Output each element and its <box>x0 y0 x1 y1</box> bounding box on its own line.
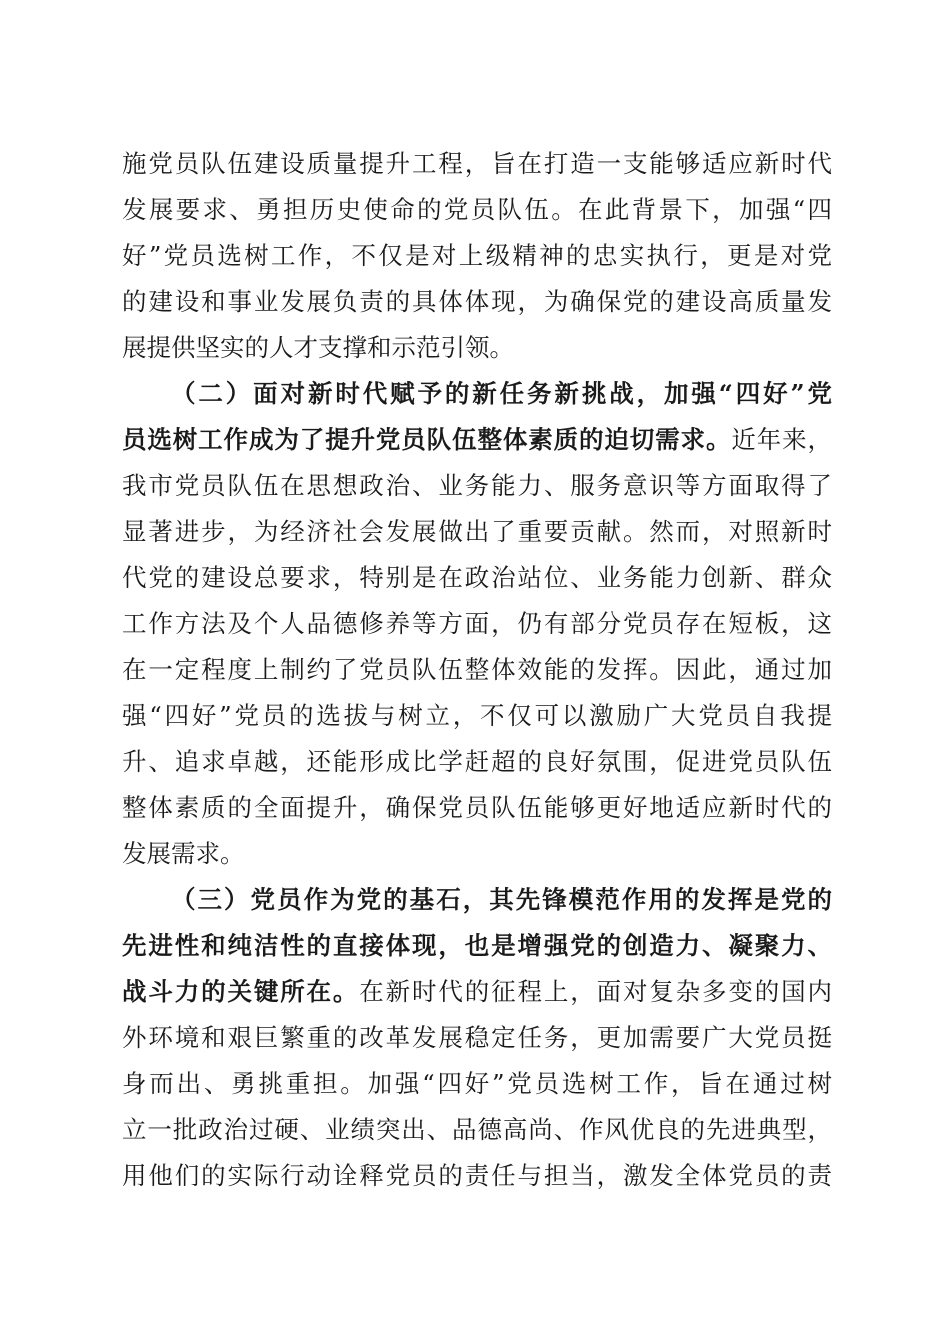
text-line: 发展要求、勇担历史使命的党员队伍。在此背景下，加强“四 <box>122 195 832 224</box>
section-heading-2-end: 员选树工作成为了提升党员队伍整体素质的迫切需求。 <box>122 425 732 454</box>
text-line: 的建设和事业发展负责的具体体现，为确保党的建设高质量发 <box>122 287 832 316</box>
text-line: 显著进步，为经济社会发展做出了重要贡献。然而，对照新时 <box>122 517 832 546</box>
text-line: 在一定程度上制约了党员队伍整体效能的发挥。因此，通过加 <box>122 655 832 684</box>
text-line: 发展需求。 <box>122 839 245 868</box>
text-line: 用他们的实际行动诠释党员的责任与担当，激发全体党员的责 <box>122 1161 832 1190</box>
text-line: 外环境和艰巨繁重的改革发展稳定任务，更加需要广大党员挺 <box>122 1023 832 1052</box>
text-line: 立一批政治过硬、业绩突出、品德高尚、作风优良的先进典型， <box>122 1115 832 1144</box>
text-line: 展提供坚实的人才支撑和示范引领。 <box>122 333 514 362</box>
text-segment: 在新时代的征程上，面对复杂多变的国内 <box>359 977 832 1006</box>
text-segment: 近年来， <box>731 425 832 454</box>
text-line: 好”党员选树工作，不仅是对上级精神的忠实执行，更是对党 <box>122 241 832 270</box>
text-line: 身而出、勇挑重担。加强“四好”党员选树工作，旨在通过树 <box>122 1069 832 1098</box>
text-line: 工作方法及个人品德修养等方面，仍有部分党员存在短板，这 <box>122 609 832 638</box>
section-heading-3-cont: 先进性和纯洁性的直接体现，也是增强党的创造力、凝聚力、 <box>122 931 832 960</box>
text-line: 我市党员队伍在思想政治、业务能力、服务意识等方面取得了 <box>122 471 832 500</box>
text-line-mixed <box>122 417 832 463</box>
text-line: 整体素质的全面提升，确保党员队伍能够更好地适应新时代的 <box>122 793 832 822</box>
section-heading-2: （二）面对新时代赋予的新任务新挑战，加强“四好”党 <box>171 379 832 408</box>
text-line-mixed <box>122 969 832 1015</box>
text-line: 升、追求卓越，还能形成比学赶超的良好氛围，促进党员队伍 <box>122 747 832 776</box>
text-line: 强“四好”党员的选拔与树立，不仅可以激励广大党员自我提 <box>122 701 832 730</box>
section-heading-3-end: 战斗力的关键所在。 <box>122 977 360 1006</box>
text-line: 代党的建设总要求，特别是在政治站位、业务能力创新、群众 <box>122 563 832 592</box>
text-line: 施党员队伍建设质量提升工程，旨在打造一支能够适应新时代 <box>122 149 832 178</box>
section-heading-3: （三）党员作为党的基石，其先锋模范作用的发挥是党的 <box>171 885 832 914</box>
